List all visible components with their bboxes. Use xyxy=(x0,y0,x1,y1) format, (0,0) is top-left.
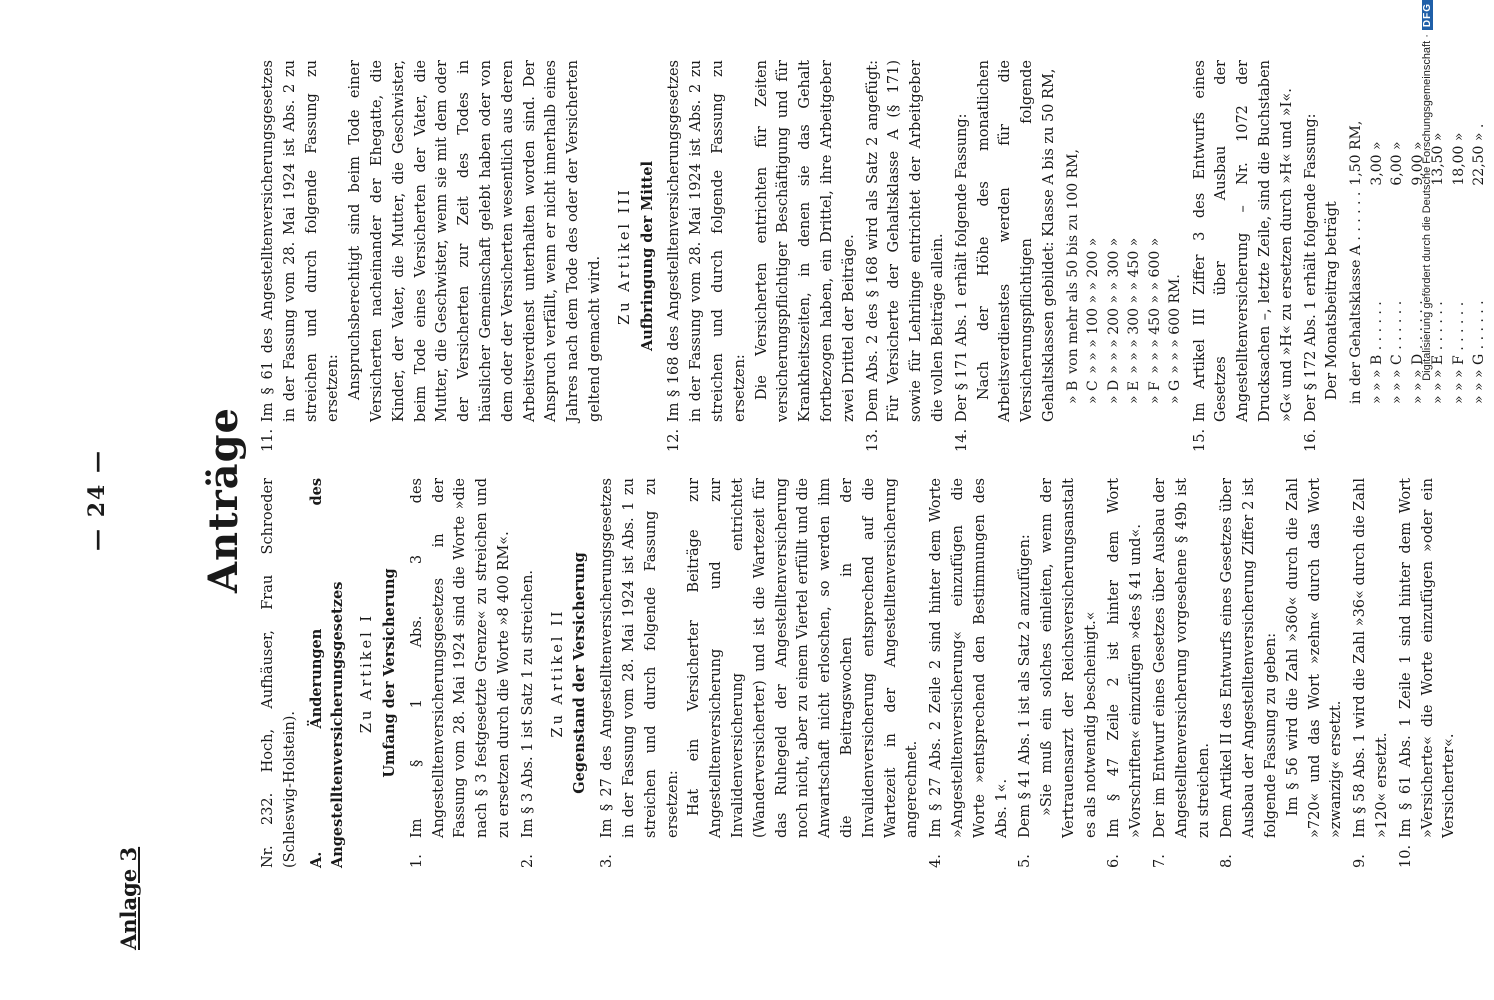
beitrag-amount: 3,00 » xyxy=(1368,141,1385,186)
entry-text: Im § 61 Abs. 1 Zeile 1 sind hinter dem Wort »Versicherte« die Worte einzufügen »oder ein Versicherter«. xyxy=(1397,478,1458,838)
klasse-row xyxy=(1104,143,1125,404)
credit-text: Digitalisierung gefördert durch die Deutsche Forschungsgemeinschaft · xyxy=(1421,34,1433,381)
entry-text: Der § 171 Abs. 1 erhält folgende Fassung: xyxy=(953,113,970,422)
entry-4 xyxy=(926,478,1013,868)
anlage-label: Anlage 3 xyxy=(116,846,141,950)
klasse-row xyxy=(1124,143,1145,404)
beitrag-label: » » » F . . . . . . xyxy=(1450,301,1467,404)
klasse-range: » » » 450 » » 600 » xyxy=(1146,237,1163,374)
entry-text: Dem § 41 Abs. 1 ist als Satz 2 anzufügen: xyxy=(1017,534,1034,838)
entry-1 xyxy=(407,478,516,868)
klasse-range: von mehr als 50 bis zu 100 RM, xyxy=(1064,149,1081,374)
entry-12 xyxy=(664,60,860,452)
credit-strip xyxy=(1418,0,1436,980)
klasse-letter: » B xyxy=(1064,380,1081,404)
entry-quote: Der Monatsbeitrag beträgt xyxy=(1324,201,1341,400)
entry-14 xyxy=(952,60,1188,452)
beitrag-row xyxy=(1387,115,1408,404)
artikel-3-heading: Zu Artikel III xyxy=(616,187,633,325)
entry-number: 15. xyxy=(1191,428,1208,452)
entry-number: 4. xyxy=(928,854,945,868)
entry-text: Dem Abs. 2 des § 168 wird als Satz 2 angefügt: Für Versicherte der Gehaltsklasse A (§ 171) sowie für Lehrlinge entrichtet der Arbeitgeber die vollen Beiträge allein. xyxy=(864,60,946,422)
entry-text: Im § 61 des Angestelltenversicherungsgesetzes in der Fassung vom 28. Mai 1924 ist Abs. 2 zu streichen und durch folgende Fassung zu ersetzen: xyxy=(260,60,342,422)
entry-number: 12. xyxy=(666,428,683,452)
entry-text: Im § 27 Abs. 2 Zeile 2 sind hinter dem Worte »Angestelltenversicherung« einzufügen die Worte »entsprechend den Bestimmungen des Abs. 1«. xyxy=(928,478,1010,838)
entry-text: Dem Artikel II des Entwurfs eines Gesetzes über Ausbau der Angestelltenversicherung Ziffer 2 ist folgende Fassung zu geben: xyxy=(1219,478,1280,838)
artikel-2-heading: Zu Artikel II xyxy=(549,608,566,738)
entry-text: Im § 47 Zeile 2 ist hinter dem Wort »Vorschriften« einzufügen »des § 41 und«. xyxy=(1106,478,1145,838)
entry-number: 5. xyxy=(1017,854,1034,868)
beitrag-amount: 9,00 » xyxy=(1409,141,1426,186)
entry-quote: Im § 56 wird die Zahl »360« durch die Zahl »720« und das Wort »zehn« durch das Wort »zwanzig« ersetzt. xyxy=(1284,478,1345,838)
entry-text: Im § 3 Abs. 1 ist Satz 1 zu streichen. xyxy=(519,569,536,838)
entry-quote: Die Versicherten entrichten für Zeiten versicherungspflichtiger Beschäftigung und für Krankheitszeiten, in denen sie das Gehalt fortbezogen haben, ein Drittel, ihre Arbeitgeber zwei Drittel der Beiträge. xyxy=(753,60,857,422)
entry-number: 11. xyxy=(260,428,276,452)
artikel-1-subheading: Umfang der Versicherung xyxy=(380,568,398,778)
entry-text: Der § 172 Abs. 1 erhält folgende Fassung: xyxy=(1302,113,1319,422)
page-number: — 24 — xyxy=(84,449,110,551)
beitrag-label: in der Gehaltsklasse A . . . . . . xyxy=(1348,191,1365,404)
entry-15 xyxy=(1190,60,1299,452)
entry-number: 14. xyxy=(953,428,970,452)
entry-number: 8. xyxy=(1219,854,1236,868)
entry-9 xyxy=(1350,478,1394,868)
beitrag-row xyxy=(1469,115,1490,404)
entry-number: 2. xyxy=(519,854,536,868)
entry-text: Der im Entwurf eines Gesetzes über Ausbau der Angestelltenversicherung vorgesehene § 49b ist zu streichen. xyxy=(1152,478,1212,838)
beitrag-amount: 13,50 » xyxy=(1430,132,1447,186)
entry-number: 7. xyxy=(1152,854,1169,868)
entry-7 xyxy=(1150,478,1215,868)
entry-13 xyxy=(863,60,950,452)
artikel-1-heading: Zu Artikel I xyxy=(359,612,376,734)
klasse-row xyxy=(1165,143,1186,404)
right-column xyxy=(258,60,1494,452)
section-a-heading: A. Änderungen des Angestelltenversicherungsgesetzes xyxy=(307,478,347,868)
klasse-range: » » » 100 » » 200 » xyxy=(1085,237,1102,374)
entry-quote: Nach der Höhe des monatlichen Arbeitsverdienstes werden für die Versicherungspflichtigen folgende Gehaltsklassen gebildet: Klasse A bis zu 50 RM, xyxy=(975,60,1057,422)
entry-number: 9. xyxy=(1352,854,1369,868)
beitrag-label: » » » C . . . . . . xyxy=(1389,300,1406,404)
klasse-letter: » D xyxy=(1105,379,1122,404)
klasse-row xyxy=(1063,143,1084,404)
beitrag-row xyxy=(1367,115,1388,404)
entry-text: Im § 27 des Angestelltenversicherungsgesetzes in der Fassung vom 28. Mai 1924 ist Abs. 1 zu streichen und durch folgende Fassung zu ersetzen: xyxy=(599,478,681,838)
entry-number: 3. xyxy=(599,854,616,868)
entry-text: Im § 168 des Angestelltenversicherungsgesetzes in der Fassung vom 28. Mai 1924 ist Abs. 2 zu streichen und durch folgende Fassung zu ersetzen: xyxy=(666,60,748,422)
klasse-letter: » G xyxy=(1167,379,1184,404)
klasse-letter: » C xyxy=(1085,380,1102,404)
entry-number: 16. xyxy=(1302,428,1319,452)
entry-text: Im § 58 Abs. 1 wird die Zahl »36« durch die Zahl »120« ersetzt. xyxy=(1352,478,1391,838)
beitrag-row xyxy=(1346,115,1367,404)
klasse-range: » » » 300 » » 450 » xyxy=(1126,237,1143,374)
klasse-letter: » E xyxy=(1126,380,1143,404)
entry-3 xyxy=(597,478,924,868)
klasse-row xyxy=(1083,143,1104,404)
intro-line: Nr. 232. Hoch, Aufhäuser, Frau Schroeder (Schleswig-Holstein). xyxy=(260,478,298,868)
entry-number: 6. xyxy=(1106,854,1123,868)
page-title: Anträge xyxy=(200,407,247,594)
entry-quote: »Sie muß ein solches einleiten, wenn der Vertrauensarzt der Reichsversicherungsanstalt es als notwendig bescheinigt.« xyxy=(1039,478,1099,838)
beitrag-label: » » » G . . . . . . xyxy=(1471,300,1488,404)
page-header xyxy=(84,0,141,1000)
klasse-row xyxy=(1145,143,1166,404)
beitrag-label: » » » B . . . . . . xyxy=(1368,301,1385,404)
entry-number: 10. xyxy=(1397,844,1414,868)
artikel-3-subheading: Aufbringung der Mittel xyxy=(638,161,656,352)
beitrag-amount: 6,00 » xyxy=(1389,141,1406,186)
klasse-letter: » F xyxy=(1146,381,1163,404)
beitrag-label: » » » E . . . . . . xyxy=(1430,301,1447,404)
entry-quote: Hat ein Versicherter Beiträge zur Angestelltenversicherung und zur Invalidenversicherung entrichtet (Wanderversicherter) und ist die Wartezeit für das Ruhegeld der Angestelltenversicherung noch nicht, aber zu einem Viertel erfüllt und die Anwartschaft nicht erloschen, so werden ihm die Beitragswochen in der Invalidenversicherung entsprechend auf die Wartezeit in der Angestelltenversicherung angerechnet. xyxy=(686,478,921,838)
dfg-logo: DFG xyxy=(1422,0,1433,30)
beitrag-amount: 18,00 » xyxy=(1450,132,1467,186)
beitrag-amount: 1,50 RM, xyxy=(1348,120,1365,186)
entry-6 xyxy=(1104,478,1148,868)
entry-2 xyxy=(518,478,540,868)
beitrag-label: » » » D . . . . . . xyxy=(1409,300,1426,404)
beitrag-amount: 22,50 » . xyxy=(1471,123,1488,186)
klasse-range: » » » 200 » » 300 » xyxy=(1105,237,1122,374)
entry-text: Im § 1 Abs. 3 des Angestelltenversicherungsgesetzes in der Fassung vom 28. Mai 1924 sind die Worte »die nach § 3 festgesetzte Grenze« zu streichen und zu ersetzen durch die Worte »8 400 RM«. xyxy=(408,478,512,838)
entry-quote: Anspruchsberechtigt sind beim Tode einer Versicherten nacheinander der Ehegatte, die Kinder, der Vater, die Mutter, die Geschwister, beim Tode eines Versicherten der Vater, die Mutter, die Geschwister, wenn sie mit dem oder der Versicherten zur Zeit des Todes in häuslicher Gemeinschaft gelebt haben oder von dem oder der Versicherten wesentlich aus deren Arbeitsverdienst unterhalten worden sind. Der Anspruch verfällt, wenn er nicht innerhalb eines Jahres nach dem Tode des oder der Versicherten geltend gemacht wird. xyxy=(347,60,603,422)
entry-16 xyxy=(1301,60,1492,452)
entry-number: 1. xyxy=(408,854,425,868)
gehaltsklassen-table xyxy=(1063,143,1186,404)
klasse-range: » » » 600 RM. xyxy=(1167,274,1184,374)
entry-number: 13. xyxy=(864,428,881,452)
entry-text: Im Artikel III Ziffer 3 des Entwurfs eines Gesetzes über Ausbau der Angestelltenversicherung – Nr. 1072 der Drucksachen –, letzte Zeile, sind die Buchstaben »G« und »H« zu ersetzen durch »H« und »I«. xyxy=(1191,60,1295,422)
artikel-2-subheading: Gegenstand der Versicherung xyxy=(571,552,589,794)
entry-5 xyxy=(1015,478,1102,868)
beitrag-row xyxy=(1449,115,1470,404)
left-column xyxy=(258,478,1463,868)
entry-8 xyxy=(1217,478,1348,868)
entry-11 xyxy=(258,60,607,452)
